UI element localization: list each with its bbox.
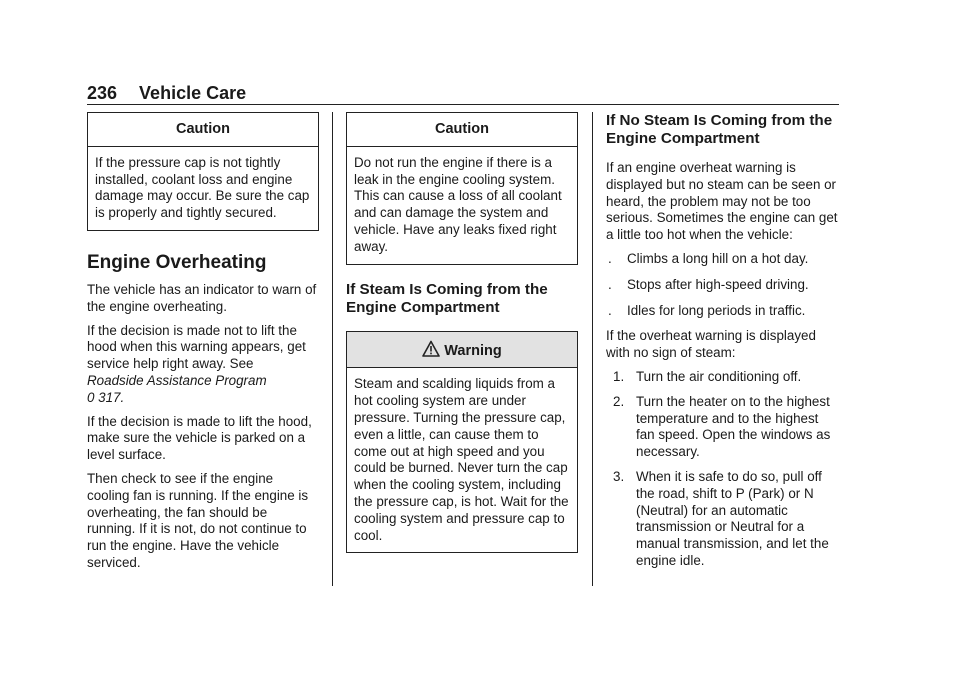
bullet-text: Climbs a long hill on a hot day. — [627, 250, 809, 266]
paragraph: If an engine overheat warning is displayed but no steam can be seen or heard, the problem may not be too serious. Sometimes the engine can get a little too hot when the vehicle: — [606, 160, 838, 243]
header-rule — [87, 104, 839, 105]
caution-title: Caution — [347, 113, 577, 147]
caution-box — [346, 112, 578, 265]
bullet-mark: . — [608, 302, 612, 318]
column-divider — [592, 112, 593, 586]
paragraph: The vehicle has an indicator to warn of the engine overheating. — [87, 281, 317, 314]
column-3 — [606, 112, 838, 578]
paragraph: If the overheat warning is displayed with no sign of steam: — [606, 328, 816, 361]
bullet-item — [606, 251, 838, 268]
step-item — [606, 394, 838, 461]
bullet-text: Stops after high-speed driving. — [627, 276, 809, 292]
column-divider — [332, 112, 333, 586]
step-item — [606, 469, 838, 570]
caution-text: If the pressure cap is not tightly installed, coolant loss and engine damage may occur. Be sure the cap is properly and tightly secured. — [95, 154, 310, 221]
warning-triangle-icon — [422, 340, 440, 358]
caution-box — [87, 112, 319, 231]
warning-title: Warning — [444, 342, 502, 359]
caution-text: Do not run the engine if there is a leak in the engine cooling system. This can cause a loss of all coolant and can damage the system and vehicle. Have any leaks fixed right away. — [354, 154, 562, 254]
bullet-item — [606, 277, 838, 294]
warning-header — [347, 332, 577, 369]
column-2 — [346, 112, 578, 553]
step-number: 1. — [613, 368, 625, 384]
subsection-heading: If Steam Is Coming from the Engine Compartment — [346, 280, 548, 316]
paragraph-text: If the decision is made not to lift the hood when this warning appears, get service help right away. See — [87, 322, 306, 372]
page-reference[interactable]: 0 317. — [87, 389, 125, 405]
step-number: 3. — [613, 468, 625, 484]
warning-text: Steam and scalding liquids from a hot cooling system are under pressure. Turning the pressure cap, even a little, can cause them to come out at high speed and you could be burned. Never turn the cap when the cooling system, including the pressure cap, is hot. Wait for the cooling system and pressure cap to cool. — [354, 376, 569, 543]
paragraph: Then check to see if the engine cooling fan is running. If the engine is overheating, the fan should be running. If it is not, do not continue to run the engine. Have the vehicle serviced. — [87, 470, 309, 570]
section-heading: Engine Overheating — [87, 251, 267, 273]
bullet-mark: . — [608, 250, 612, 266]
bullet-text: Idles for long periods in traffic. — [627, 302, 806, 318]
step-text: Turn the air conditioning off. — [636, 368, 802, 384]
page-header — [87, 83, 246, 104]
bullet-item — [606, 303, 838, 320]
section-title: Vehicle Care — [139, 83, 247, 103]
caution-title: Caution — [88, 113, 318, 147]
subsection-heading: If No Steam Is Coming from the Engine Compartment — [606, 112, 833, 147]
page-number: 236 — [87, 83, 118, 103]
column-1 — [87, 112, 319, 579]
bullet-mark: . — [608, 276, 612, 292]
step-item — [606, 369, 838, 386]
cross-reference-link[interactable]: Roadside Assistance Program — [87, 372, 267, 388]
paragraph: If the decision is made to lift the hood, make sure the vehicle is parked on a level surface. — [87, 413, 312, 463]
step-text: When it is safe to do so, pull off the road, shift to P (Park) or N (Neutral) for an automatic transmission or Neutral for a manual transmission, and let the engine idle. — [636, 468, 829, 568]
step-number: 2. — [613, 393, 625, 409]
step-text: Turn the heater on to the highest temperature and to the highest fan speed. Open the windows as necessary. — [636, 393, 831, 460]
paragraph — [87, 323, 319, 407]
warning-box — [346, 331, 578, 554]
